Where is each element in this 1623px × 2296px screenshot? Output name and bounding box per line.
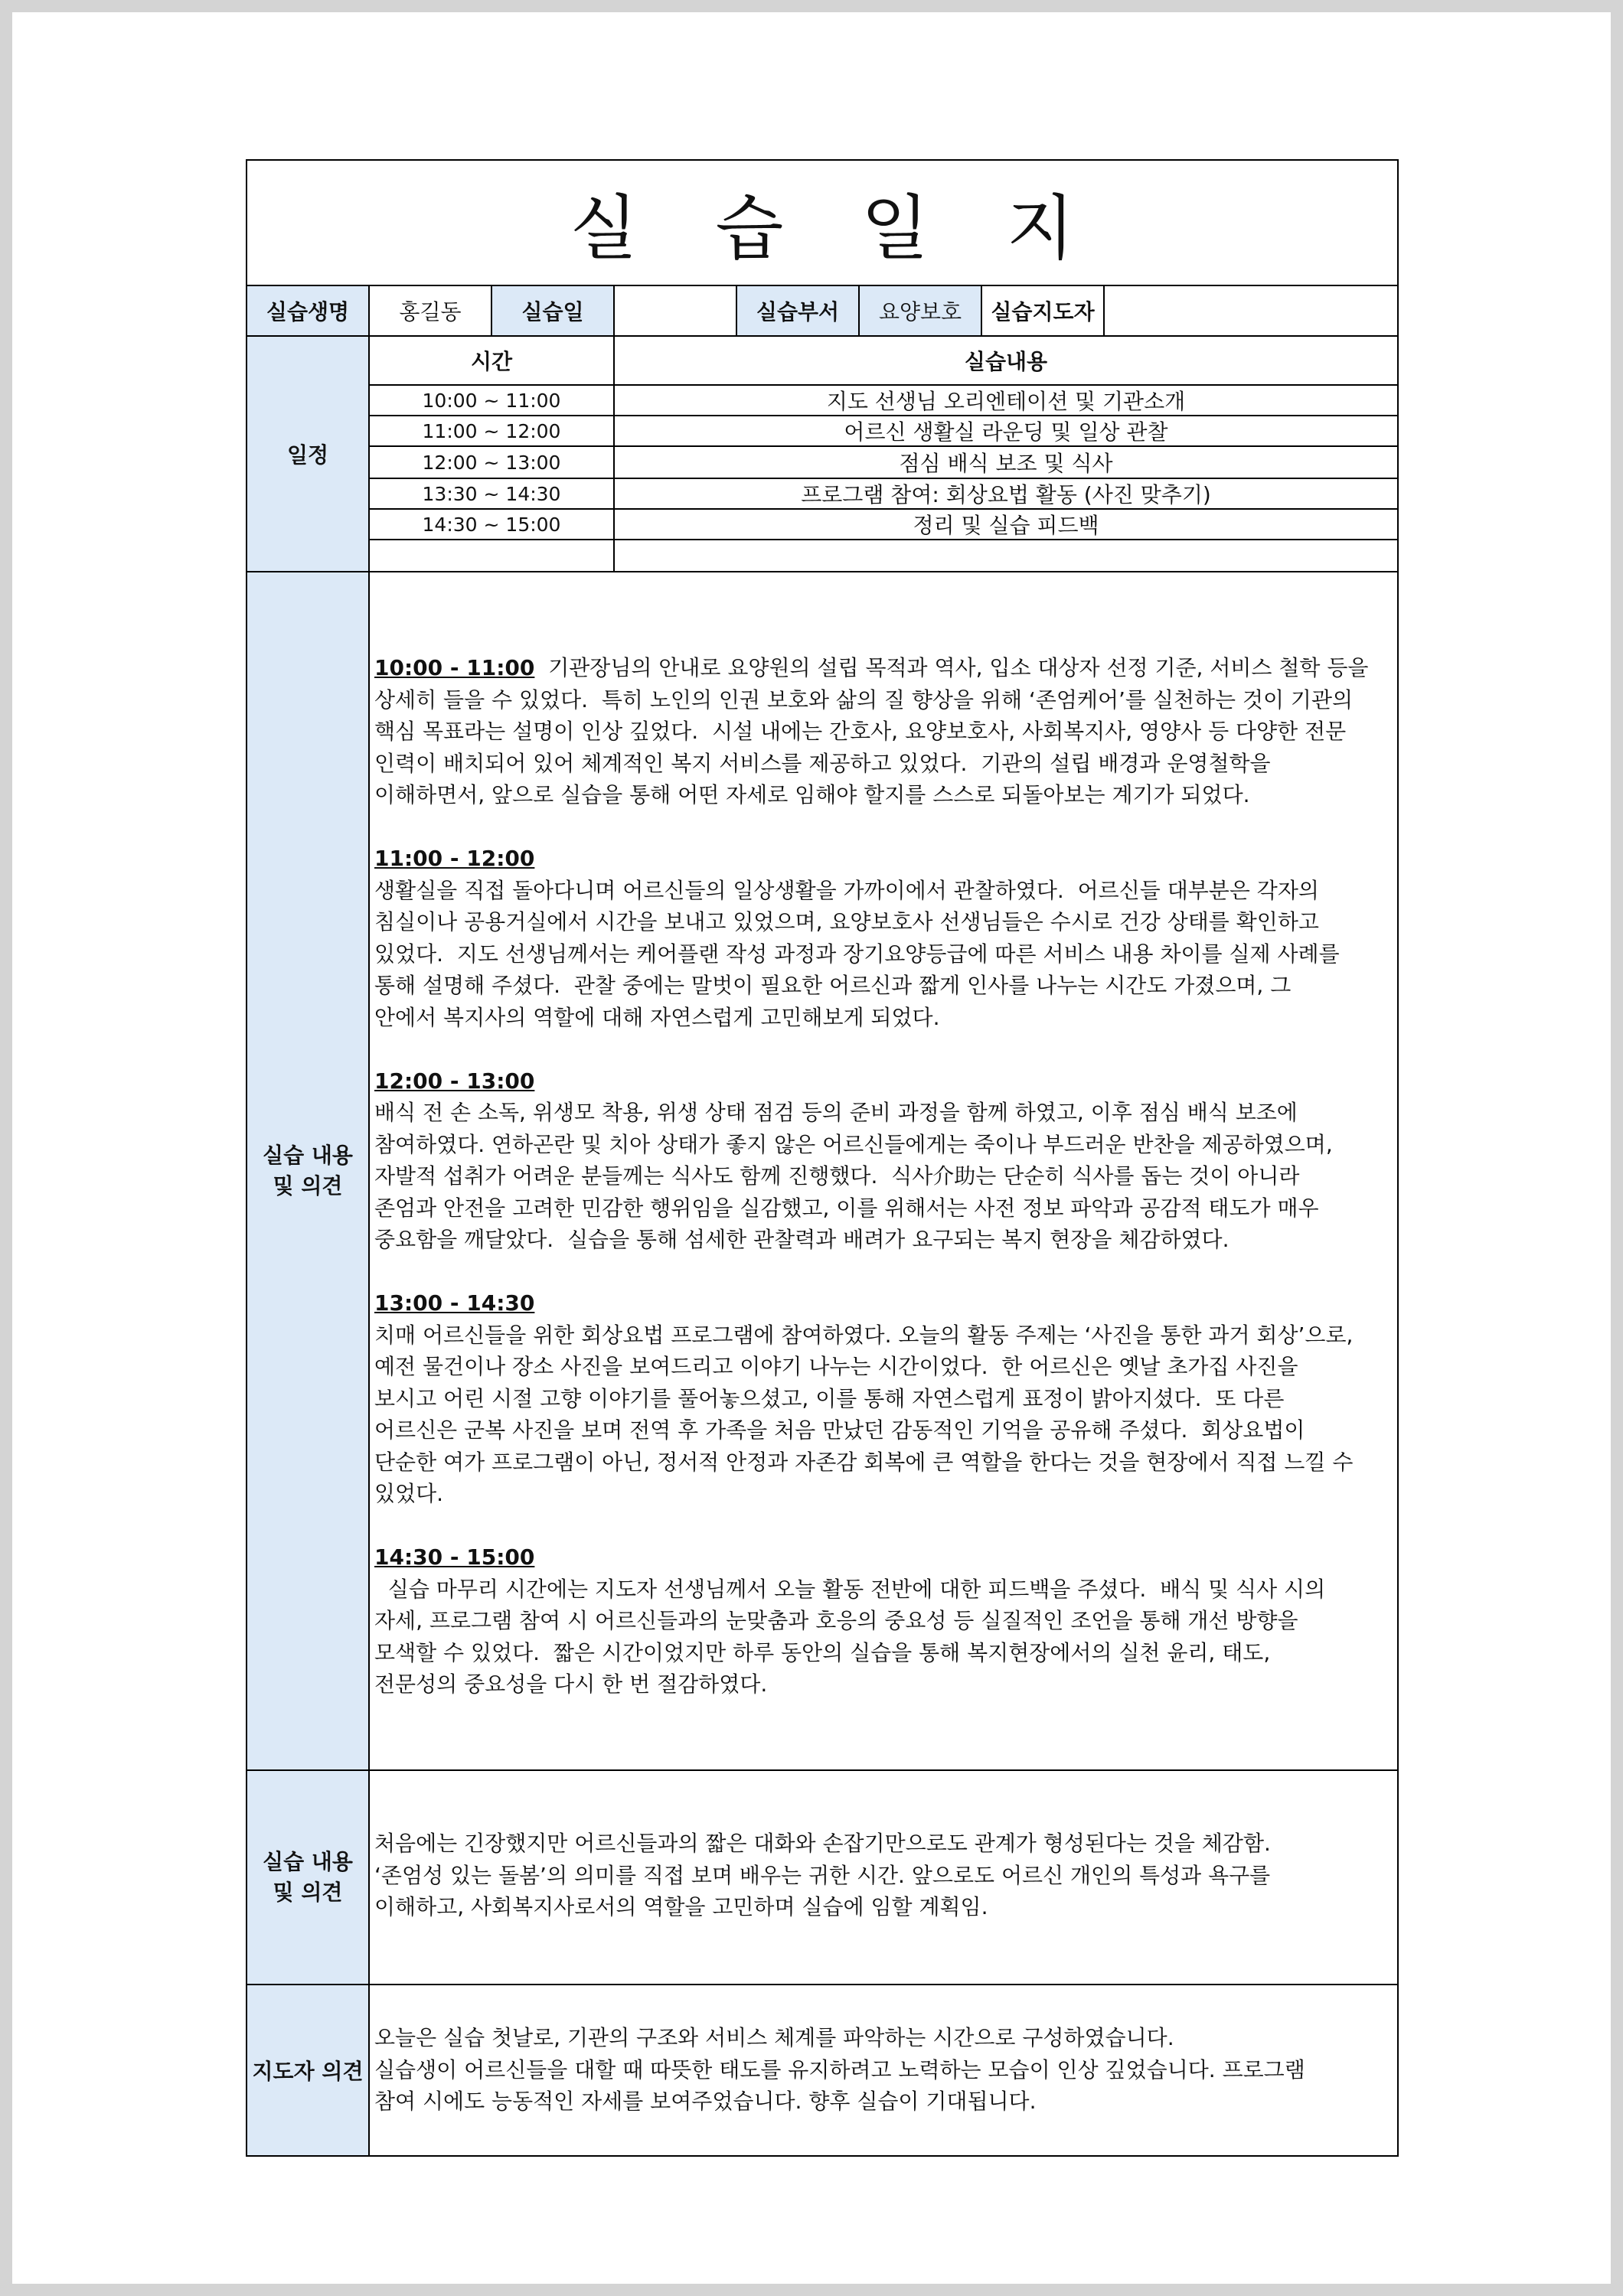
entry-line bbox=[374, 1637, 1394, 1669]
line-text: 이해하고, 사회복지사로서의 역할을 고민하며 실습에 임할 계획임. bbox=[374, 1894, 988, 1919]
student-label: 실습생명 bbox=[247, 285, 370, 335]
line-text: 모색할 수 있었다. 짧은 시간이었지만 하루 동안의 실습을 통해 복지현장에서의 실천 윤리, 태도, bbox=[374, 1639, 1271, 1665]
entry-line bbox=[374, 1668, 1394, 1701]
entry-line bbox=[374, 1192, 1394, 1225]
entry-line bbox=[374, 748, 1394, 780]
line-text: 전문성의 중요성을 다시 한 번 절감하였다. bbox=[374, 1671, 768, 1697]
reflection-line bbox=[374, 1860, 1394, 1892]
line-text: 오늘은 실습 첫날로, 기관의 구조와 서비스 체계를 파악하는 시간으로 구성하였습니다. bbox=[374, 2025, 1174, 2050]
line-text: 참여 시에도 능동적인 자세를 보여주었습니다. 향후 실습이 기대됩니다. bbox=[374, 2089, 1037, 2114]
entry-line bbox=[374, 1414, 1394, 1446]
date-label: 실습일 bbox=[492, 285, 615, 335]
line-text: 실습생이 어르신들을 대할 때 따뜻한 태도를 유지하려고 노력하는 모습이 인상 깊었습니다. 프로그램 bbox=[374, 2056, 1305, 2082]
entry-line bbox=[374, 1351, 1394, 1383]
line-text: 인력이 배치되어 있어 체계적인 복지 서비스를 제공하고 있었다. 기관의 설립 배경과 운영철학을 bbox=[374, 750, 1271, 776]
time-heading: 10:00 - 11:00 bbox=[374, 655, 535, 680]
reflection-label-line1: 실습 내용 bbox=[263, 1849, 353, 1874]
entry-heading-line bbox=[374, 1541, 1394, 1574]
line-text: 있었다. bbox=[374, 1481, 444, 1506]
entry-line bbox=[374, 1478, 1394, 1510]
spacer bbox=[374, 1033, 1394, 1065]
time-heading: 12:00 - 13:00 bbox=[374, 1068, 535, 1094]
entry-line bbox=[374, 970, 1394, 1002]
entry-line bbox=[374, 1129, 1394, 1161]
time-heading: 11:00 - 12:00 bbox=[374, 846, 535, 871]
line-text: 처음에는 긴장했지만 어르신들과의 짧은 대화와 손잡기만으로도 관계가 형성된다는 것을 체감함. bbox=[374, 1831, 1271, 1856]
reflection-label bbox=[247, 1769, 370, 1984]
details-label-line1: 실습 내용 bbox=[263, 1143, 353, 1168]
line-text: 배식 전 손 소독, 위생모 착용, 위생 상태 점검 등의 준비 과정을 함께 하였고, 이후 점심 배식 보조에 bbox=[374, 1100, 1298, 1125]
time-heading: 13:00 - 14:30 bbox=[374, 1290, 535, 1316]
details-label-line2: 및 의견 bbox=[273, 1173, 343, 1199]
entry-line bbox=[374, 779, 1394, 811]
spacer bbox=[374, 1256, 1394, 1288]
details-text bbox=[370, 652, 1397, 1701]
opinion-line bbox=[374, 2022, 1394, 2054]
time-header: 시간 bbox=[370, 335, 615, 384]
document-title: 실 습 일 지 bbox=[570, 188, 1102, 269]
entry-line bbox=[374, 1605, 1394, 1637]
entry-line bbox=[374, 716, 1394, 748]
supervisor-opinion-label: 지도자 의견 bbox=[247, 1984, 370, 2155]
document-page bbox=[12, 12, 1611, 2284]
reflection-line bbox=[374, 1828, 1394, 1860]
line-text: 실습 마무리 시간에는 지도자 선생님께서 오늘 활동 전반에 대한 피드백을 주셨다. 배식 및 식사 시의 bbox=[374, 1576, 1326, 1602]
reflection-text bbox=[370, 1828, 1397, 1923]
entry-line bbox=[374, 1097, 1394, 1129]
line-text: 생활실을 직접 돌아다니며 어르신들의 일상생활을 가까이에서 관찰하였다. 어르신들 대부분은 각자의 bbox=[374, 877, 1319, 903]
line-text: 치매 어르신들을 위한 회상요법 프로그램에 참여하였다. 오늘의 활동 주제는 ‘사진을 통한 과거 회상’으로, bbox=[374, 1322, 1354, 1348]
line-text: 자세, 프로그램 참여 시 어르신들과의 눈맞춤과 호응의 중요성 등 실질적인 조언을 통해 개선 방향을 bbox=[374, 1608, 1298, 1633]
entry-line bbox=[374, 1160, 1394, 1192]
spacer bbox=[374, 1510, 1394, 1542]
line-text: 안에서 복지사의 역할에 대해 자연스럽게 고민해보게 되었다. bbox=[374, 1004, 940, 1030]
reflection-label-line2: 및 의견 bbox=[273, 1880, 343, 1905]
spacer bbox=[374, 811, 1394, 843]
line-text: 있었다. 지도 선생님께서는 케어플랜 작성 과정과 장기요양등급에 따른 서비스 내용 차이를 실제 사례를 bbox=[374, 941, 1340, 967]
entry-line bbox=[374, 1574, 1394, 1606]
entry-heading-line bbox=[374, 1287, 1394, 1319]
details-label bbox=[247, 571, 370, 1769]
line-text: 보시고 어린 시절 고향 이야기를 풀어놓으셨고, 이를 통해 자연스럽게 표정이 밝아지셨다. 또 다른 bbox=[374, 1385, 1285, 1411]
schedule-time: 13:30 ~ 14:30 bbox=[370, 478, 615, 508]
line-text: ‘존엄성 있는 돌봄’의 의미를 직접 보며 배우는 귀한 시간. 앞으로도 어르신 개인의 특성과 욕구를 bbox=[374, 1862, 1271, 1888]
line-text: 존엄과 안전을 고려한 민감한 행위임을 실감했고, 이를 위해서는 사전 정보 파악과 공감적 태도가 매우 bbox=[374, 1195, 1319, 1221]
schedule-label: 일정 bbox=[247, 335, 370, 571]
reflection-line bbox=[374, 1891, 1394, 1923]
supervisor-opinion-text bbox=[370, 2022, 1397, 2118]
entry-heading-line bbox=[374, 843, 1394, 875]
supervisor-label: 실습지도자 bbox=[982, 285, 1105, 335]
opinion-line bbox=[374, 2086, 1394, 2118]
schedule-activity: 점심 배식 보조 및 식사 bbox=[615, 445, 1397, 478]
schedule-activity: 프로그램 참여: 회상요법 활동 (사진 맞추기) bbox=[615, 478, 1397, 508]
line-text: 이해하면서, 앞으로 실습을 통해 어떤 자세로 임해야 할지를 스스로 되돌아보는 계기가 되었다. bbox=[374, 782, 1250, 807]
supervisor-opinion-content bbox=[370, 1984, 1397, 2155]
line-text: 참여하였다. 연하곤란 및 치아 상태가 좋지 않은 어르신들에게는 죽이나 부드러운 반찬을 제공하였으며, bbox=[374, 1131, 1333, 1157]
entry-line bbox=[374, 684, 1394, 716]
schedule-time: 14:30 ~ 15:00 bbox=[370, 508, 615, 539]
schedule-activity: 어르신 생활실 라운딩 및 일상 관찰 bbox=[615, 415, 1397, 445]
details-content bbox=[370, 571, 1397, 1769]
line-text: 중요함을 깨달았다. 실습을 통해 섬세한 관찰력과 배려가 요구되는 복지 현장을 체감하였다. bbox=[374, 1227, 1229, 1252]
schedule-time: 11:00 ~ 12:00 bbox=[370, 415, 615, 445]
entry-line bbox=[374, 652, 1394, 684]
entry-line bbox=[374, 1319, 1394, 1352]
supervisor-value bbox=[1105, 285, 1397, 335]
schedule-time bbox=[370, 539, 615, 571]
line-text: 침실이나 공용거실에서 시간을 보내고 있었으며, 요양보호사 선생님들은 수시로 건강 상태를 확인하고 bbox=[374, 909, 1319, 934]
entry-line bbox=[374, 1383, 1394, 1415]
line-text: 통해 설명해 주셨다. 관찰 중에는 말벗이 필요한 어르신과 짧게 인사를 나누는 시간도 가졌으며, 그 bbox=[374, 973, 1292, 998]
schedule-time: 12:00 ~ 13:00 bbox=[370, 445, 615, 478]
entry-heading-line bbox=[374, 1065, 1394, 1097]
practicum-log-form bbox=[246, 159, 1399, 2157]
student-name: 홍길동 bbox=[370, 285, 492, 335]
opinion-line bbox=[374, 2054, 1394, 2086]
entry-line bbox=[374, 938, 1394, 970]
entry-line bbox=[374, 906, 1394, 938]
entry-line bbox=[374, 1002, 1394, 1034]
line-text: 어르신은 군복 사진을 보며 전역 후 가족을 처음 만났던 감동적인 기억을 공유해 주셨다. 회상요법이 bbox=[374, 1417, 1305, 1443]
time-heading: 14:30 - 15:00 bbox=[374, 1544, 535, 1570]
schedule-activity: 정리 및 실습 피드백 bbox=[615, 508, 1397, 539]
line-text: 단순한 여가 프로그램이 아닌, 정서적 안정과 자존감 회복에 큰 역할을 한다는 것을 현장에서 직접 느낄 수 bbox=[374, 1449, 1354, 1475]
schedule-time: 10:00 ~ 11:00 bbox=[370, 384, 615, 415]
date-value bbox=[615, 285, 737, 335]
schedule-activity: 지도 선생님 오리엔테이션 및 기관소개 bbox=[615, 384, 1397, 415]
department-value: 요양보호 bbox=[860, 285, 982, 335]
reflection-content bbox=[370, 1769, 1397, 1984]
entry-line bbox=[374, 875, 1394, 907]
content-header: 실습내용 bbox=[615, 335, 1397, 384]
line-text: 상세히 들을 수 있었다. 특히 노인의 인권 보호와 삶의 질 향상을 위해 ‘존엄케어’를 실천하는 것이 기관의 bbox=[374, 687, 1354, 713]
entry-line bbox=[374, 1224, 1394, 1256]
line-text: 핵심 목표라는 설명이 인상 깊었다. 시설 내에는 간호사, 요양보호사, 사회복지사, 영양사 등 다양한 전문 bbox=[374, 719, 1347, 744]
department-label: 실습부서 bbox=[737, 285, 860, 335]
line-text: 예전 물건이나 장소 사진을 보여드리고 이야기 나누는 시간이었다. 한 어르신은 옛날 초가집 사진을 bbox=[374, 1354, 1298, 1379]
entry-line bbox=[374, 1446, 1394, 1479]
schedule-activity bbox=[615, 539, 1397, 571]
line-text: 자발적 섭취가 어려운 분들께는 식사도 함께 진행했다. 식사介助는 단순히 식사를 돕는 것이 아니라 bbox=[374, 1163, 1300, 1189]
line-text: 기관장님의 안내로 요양원의 설립 목적과 역사, 입소 대상자 선정 기준, 서비스 철학 등을 bbox=[548, 655, 1369, 680]
